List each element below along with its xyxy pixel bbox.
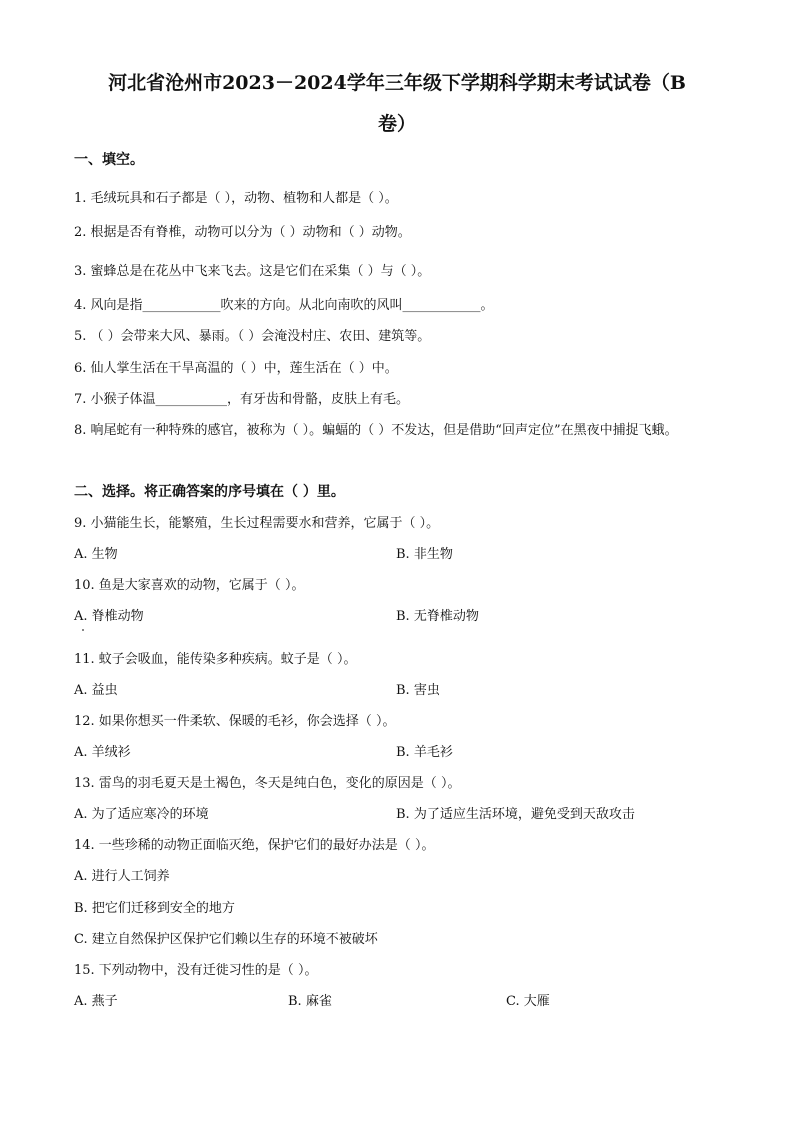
question-15-option-a: A. 燕子 — [74, 994, 118, 1009]
exam-title-line1: 河北省沧州市2023－2024学年三年级下学期科学期末考试试卷（B — [108, 72, 686, 94]
question-5: 5. （ ）会带来大风、暴雨。（ ）会淹没村庄、农田、建筑等。 — [74, 329, 431, 344]
question-3: 3. 蜜蜂总是在花丛中飞来飞去。这是它们在采集（ ）与（ ）。 — [74, 264, 431, 279]
question-10-option-b: B. 无脊椎动物 — [396, 609, 479, 624]
question-9: 9. 小猫能生长，能繁殖，生长过程需要水和营养，它属于（ ）。 — [74, 516, 440, 531]
question-9-option-b: B. 非生物 — [396, 547, 453, 562]
stray-mark — [82, 629, 84, 631]
question-12-option-b: B. 羊毛衫 — [396, 745, 453, 760]
question-10: 10. 鱼是大家喜欢的动物，它属于（ ）。 — [74, 578, 305, 593]
question-12-option-a: A. 羊绒衫 — [74, 745, 131, 760]
question-14-option-b: B. 把它们迁移到安全的地方 — [74, 901, 235, 916]
question-2: 2. 根据是否有脊椎，动物可以分为（ ）动物和（ ）动物。 — [74, 225, 411, 240]
question-7: 7. 小猴子体温___________，有牙齿和骨骼，皮肤上有毛。 — [74, 392, 410, 407]
section-heading-choice: 二、选择。将正确答案的序号填在（ ）里。 — [74, 484, 345, 500]
question-15-option-b: B. 麻雀 — [288, 994, 332, 1009]
question-4: 4. 风向是指____________吹来的方向。从北向南吹的风叫____________。 — [74, 298, 494, 313]
question-11: 11. 蚊子会吸血，能传染多种疾病。蚊子是（ ）。 — [74, 652, 357, 667]
question-14: 14. 一些珍稀的动物正面临灭绝，保护它们的最好办法是（ ）。 — [74, 838, 435, 853]
question-11-option-b: B. 害虫 — [396, 683, 440, 698]
question-12: 12. 如果你想买一件柔软、保暖的毛衫，你会选择（ ）。 — [74, 714, 396, 729]
question-15-option-c: C. 大雁 — [506, 994, 550, 1009]
question-1: 1. 毛绒玩具和石子都是（ ），动物、植物和人都是（ ）。 — [74, 191, 398, 206]
question-10-option-a: A. 脊椎动物 — [74, 609, 144, 624]
question-15: 15. 下列动物中，没有迁徙习性的是（ ）。 — [74, 963, 318, 978]
question-13: 13. 雷鸟的羽毛夏天是土褐色，冬天是纯白色，变化的原因是（ ）。 — [74, 776, 461, 791]
section-heading-fill-in: 一、填空。 — [74, 152, 144, 168]
exam-title-line2: 卷） — [377, 113, 416, 135]
question-13-option-b: B. 为了适应生活环境，避免受到天敌攻击 — [396, 807, 635, 822]
question-8: 8. 响尾蛇有一种特殊的感官，被称为（ ）。蝙蝠的（ ）不发达，但是借助“回声定位”在黑夜中捕捉飞蛾。 — [74, 423, 678, 438]
question-6: 6. 仙人掌生活在干旱高温的（ ）中，莲生活在（ ）中。 — [74, 361, 398, 376]
question-9-option-a: A. 生物 — [74, 547, 118, 562]
question-11-option-a: A. 益虫 — [74, 683, 118, 698]
question-14-option-c: C. 建立自然保护区保护它们赖以生存的环境不被破坏 — [74, 932, 378, 947]
question-14-option-a: A. 进行人工饲养 — [74, 869, 170, 884]
question-13-option-a: A. 为了适应寒冷的环境 — [74, 807, 209, 822]
